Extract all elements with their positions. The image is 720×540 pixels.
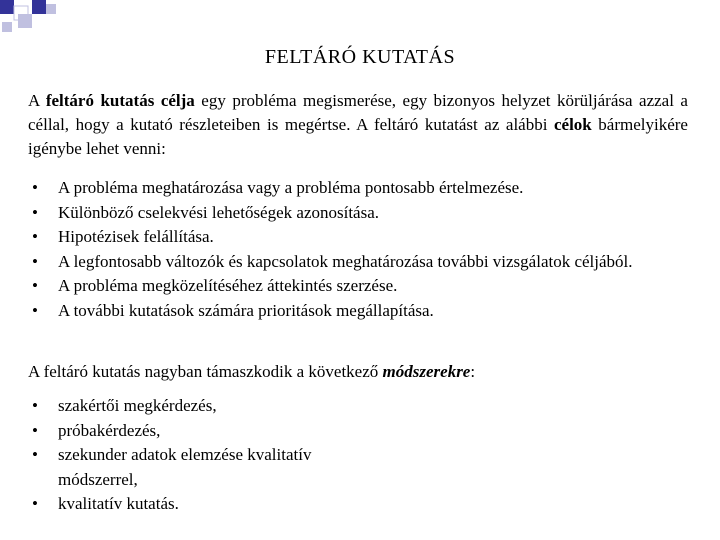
list-item: • A további kutatások számára prioritások megállapítása.: [28, 299, 688, 324]
deco-square: [0, 0, 14, 14]
goals-list: [28, 176, 688, 323]
list-item: • próbakérdezés,: [28, 419, 358, 444]
list-item: • szekunder adatok elemzése kvalitatív módszerrel,: [28, 443, 358, 492]
intro-text: A: [28, 91, 46, 110]
methods-intro-text: A feltáró kutatás nagyban támaszkodik a következő: [28, 362, 383, 381]
methods-intro: [28, 360, 688, 384]
list-item: • kvalitatív kutatás.: [28, 492, 358, 517]
list-item: • A probléma meghatározása vagy a probléma pontosabb értelmezése.: [28, 176, 688, 201]
list-item: • Hipotézisek felállítása.: [28, 225, 688, 250]
page-title: FELTÁRÓ KUTATÁS: [264, 46, 456, 68]
deco-square: [2, 22, 12, 32]
deco-square: [46, 4, 56, 14]
list-item: • A legfontosabb változók és kapcsolatok meghatározása további vizsgálatok céljából.: [28, 250, 688, 275]
corner-decoration: [0, 0, 120, 40]
list-item: • A probléma megközelítéséhez áttekintés szerzése.: [28, 274, 688, 299]
intro-text: bármelyikére igénybe lehet venni:: [28, 115, 688, 158]
intro-term: feltáró kutatás célja: [45, 91, 195, 110]
intro-text: egy probléma megismerése, egy bizonyos helyzet körüljárása azzal a céllal, hogy a kutató részleteiben is megértse. A feltáró kutatást az alábbi: [28, 91, 688, 134]
methods-list: [28, 394, 358, 517]
list-item: • Különböző cselekvési lehetőségek azonosítása.: [28, 201, 688, 226]
list-item: • szakértői megkérdezés,: [28, 394, 358, 419]
intro-goals-word: célok: [553, 115, 592, 134]
intro-paragraph: [28, 89, 688, 161]
methods-intro-text: :: [470, 362, 476, 381]
methods-word: módszerekre: [382, 362, 471, 381]
deco-square: [32, 0, 46, 14]
deco-square: [18, 14, 32, 28]
